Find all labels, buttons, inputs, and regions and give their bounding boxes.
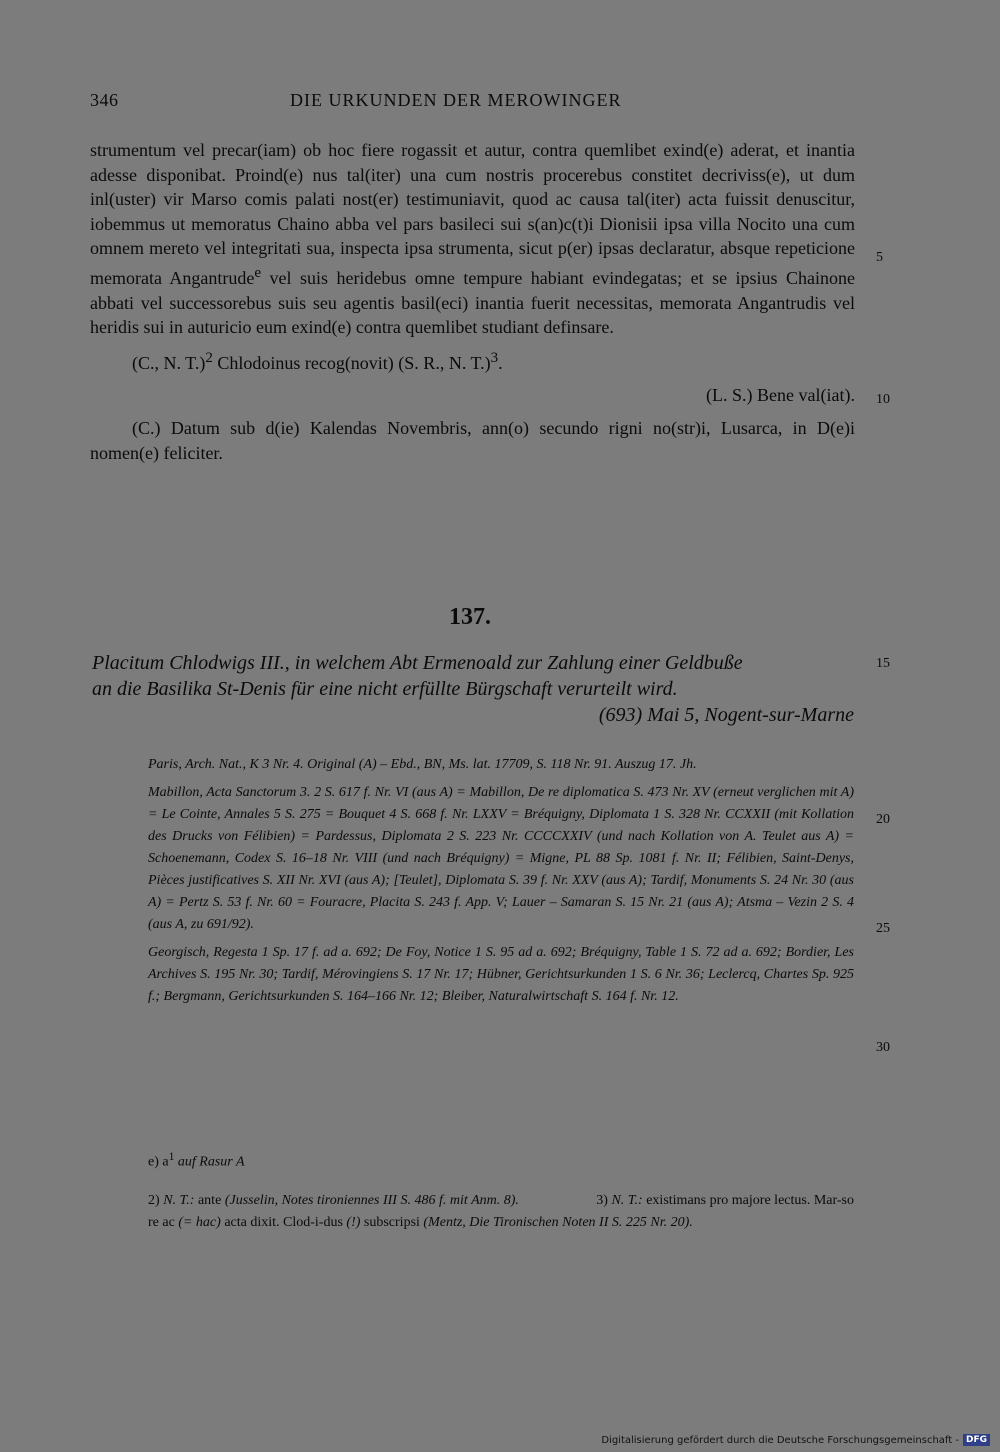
footnotes (148, 1190, 854, 1234)
footnote-3-text3: subscripsi (360, 1215, 424, 1230)
recognition-line (90, 346, 855, 376)
regest (92, 650, 854, 728)
footnote-3-nt: N. T.: (611, 1193, 643, 1208)
footnote-3-eq: (= hac) (178, 1215, 221, 1230)
line-number-30: 30 (876, 1040, 890, 1055)
seal-line: (L. S.) Bene val(iat). (706, 385, 855, 406)
footnote-marker-2: 2 (205, 349, 213, 366)
regest-date: (693) Mai 5, Nogent-sur-Marne (598, 704, 854, 726)
footnote-3-text: existimans pro majore lectus. Mar-so re ac (148, 1193, 855, 1230)
footnote-e-label: e) a (148, 1154, 169, 1170)
footnote-3-label: 3) (596, 1193, 612, 1208)
source-editions: Mabillon, Acta Sanctorum 3. 2 S. 617 f. Nr. VI (aus A) = Mabillon, De re diplomatica S. 473 Nr. XV (erneut verglichen mit A) = Le Cointe, Annales 5 S. 275 = Bouquet 4 S. 668 f. Nr. LXXV = Bréquigny, Diplomata 1 S. 328 Nr. CCXXII (mit Kollation des Drucks von Félibien) = Pardessus, Diplomata 2 S. 223 Nr. CCCCXXIV (und nach Kollation von A. Teulet aus A) = Schoenemann, Codex S. 16–18 Nr. VIII (und nach Bréquigny) = Migne, PL 88 Sp. 1081 f. Nr. II; Félibien, Saint-Denys, Pièces justificatives S. XII Nr. XVI (aus A); [Teulet], Diplomata S. 39 f. Nr. XXV (aus A); Tardif, Monuments S. 24 Nr. 30 (aus A) = Pertz S. 53 f. Nr. 60 = Fouracre, Placita S. 243 f. App. V; Lauer – Samaran S. 15 Nr. 21 (aus A); Atsma – Vezin 2 S. 4 (aus A, zu 691/92). (148, 785, 854, 932)
regest-line-2: an die Basilika St-Denis für eine nicht erfüllte Bürgschaft verurteilt wird. (92, 678, 678, 700)
footnote-marker-e: e (254, 264, 262, 281)
document-number: 137. (449, 604, 491, 630)
footnote-e-text: auf Rasur A (174, 1154, 245, 1170)
datum-line: (C.) Datum sub d(ie) Kalendas Novembris, ann(o) secundo rigni no(str)i, Lusarca, in D(e)i nomen(e) feliciter. (90, 417, 855, 463)
recog-part3: . (498, 352, 503, 373)
recog-part2: Chlodoinus recog(novit) (S. R., N. T.) (212, 352, 491, 373)
line-number-5: 5 (876, 250, 883, 265)
page-header (90, 90, 890, 116)
footnote-3-ref: (Mentz, Die Tironischen Noten II S. 225 Nr. 20). (423, 1215, 693, 1230)
footnote-2-word: ante (194, 1193, 225, 1208)
recog-part1: (C., N. T.) (132, 352, 206, 373)
charter-paragraph (90, 138, 855, 340)
regest-line-1: Placitum Chlodwigs III., in welchem Abt Ermenoald zur Zahlung einer Geldbuße (92, 652, 743, 674)
dfg-logo-icon: DFG (963, 1434, 990, 1446)
footnote-e-sup: 1 (168, 1150, 175, 1163)
footer-text: Digitalisierung gefördert durch die Deutsche Forschungsgemeinschaft - (601, 1434, 959, 1446)
digitization-footer (601, 1434, 990, 1446)
footnote-3-q: (!) (346, 1215, 361, 1230)
charter-paragraph-text: strumentum vel precar(iam) ob hoc fiere rogassit et autur, contra quemlibet exind(e) aderat, et inantia adesse disponibat. Proind(e) nus tal(iter) una cum nostris procerebus constitet decriviss(e), ut dum inl(uster) vir Marso comis palati nost(er) testimuniavit, quod ac causa tal(iter) acta fuissit denuscitur, iobemmus ut memoratus Chaino abba vel pars basileci sui s(an)c(t)i Dionisii ipsa villa Nocito una cum omnem mereto vel integritati sua, inspecta ipsa strumenta, sicut p(er) ipsas declaratur, absque repeticione memorata Angantrude (90, 140, 855, 288)
footnote-2-label: 2) (148, 1193, 164, 1208)
source-originals: Paris, Arch. Nat., K 3 Nr. 4. Original (A) – Ebd., BN, Ms. lat. 17709, S. 118 Nr. 91. Auszug 17. Jh. (148, 757, 697, 772)
charter-paragraph-tail: vel suis heridebus omne tempure habiant evindegatas; et se ipsius Chainone abbati vel successorebus suis seu agentis basil(eci) inantia fuerit necessitas, memorata Angantrudis vel heridis sui in auturicio eum exind(e) contra quemlibet studiant definsare. (90, 267, 855, 338)
footnote-2-ref: (Jusselin, Notes tironiennes III S. 486 f. mit Anm. 8). (224, 1193, 519, 1208)
line-number-25: 25 (876, 921, 890, 936)
charter-text (90, 138, 855, 465)
source-regesta: Georgisch, Regesta 1 Sp. 17 f. ad a. 692; De Foy, Notice 1 S. 95 ad a. 692; Bréquigny, Table 1 S. 72 ad a. 692; Bordier, Les Archives S. 195 Nr. 30; Tardif, Mérovingiens S. 17 Nr. 17; Hübner, Gerichtsurkunden 1 S. 6 Nr. 36; Leclercq, Chartes Sp. 925 f.; Bergmann, Gerichtsurkunden S. 164–166 Nr. 12; Bleiber, Naturalwirtschaft S. 164 f. Nr. 12. (148, 945, 854, 1004)
footnote-marker-3: 3 (490, 349, 499, 366)
footnote-3-text2: acta dixit. Clod-i-dus (220, 1215, 347, 1230)
running-title: DIE URKUNDEN DER MEROWINGER (290, 90, 622, 110)
source-apparatus (148, 754, 854, 1014)
line-number-20: 20 (876, 812, 890, 827)
footnote-e (148, 1150, 245, 1171)
line-number-10: 10 (876, 392, 890, 407)
page-number: 346 (90, 90, 119, 110)
footnote-2-nt: N. T.: (163, 1193, 195, 1208)
line-number-15: 15 (876, 656, 890, 671)
